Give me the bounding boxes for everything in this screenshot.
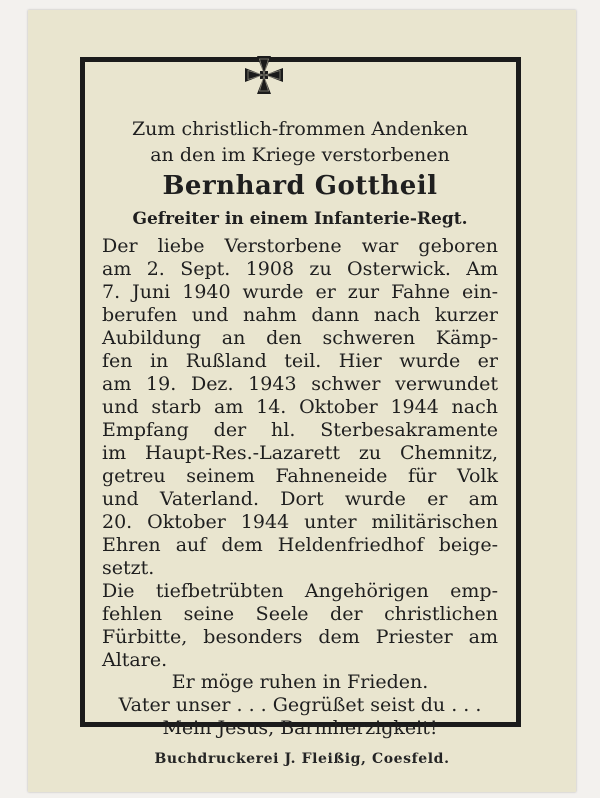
intro-line-2: an den im Kriege verstorbenen [150,144,450,166]
body-line: fen in Rußland teil. Hier wurde er [102,350,498,372]
body-line: am 19. Dez. 1943 schwer verwundet [102,373,498,395]
military-rank: Gefreiter in einem Infanterie-Regt. [132,209,468,229]
body-line: Der liebe Verstorbene war geboren [102,235,498,257]
body-line: 7. Juni 1940 wurde er zur Fahne ein- [102,281,498,303]
body-line: Ehren auf dem Heldenfriedhof beige- [102,534,498,556]
closing-prayer-3: Mein Jesus, Barmherzigkeit! [162,717,438,739]
intro-line-1: Zum christlich-frommen Andenken [131,118,469,140]
closing-prayer-2: Vater unser . . . Gegrüßet seist du . . . [118,694,482,716]
deceased-name: Bernhard Gottheil [162,171,438,201]
body-line: Fürbitte, besonders dem Priester am [102,626,498,648]
body-line: getreu seinem Fahneneide für Volk [102,465,498,487]
body-line: 20. Oktober 1944 unter militärischen [102,511,498,533]
body-line: berufen und nahm dann nach kurzer [102,304,498,326]
body-line: Empfang der hl. Sterbesakramente [102,419,498,441]
body-line: fehlen seine Seele der christlichen [102,603,498,625]
body-line: setzt. [102,557,155,579]
body-line: Die tiefbetrübten Angehörigen emp- [102,580,498,602]
body-line: Aubildung an den schweren Kämp- [102,327,498,349]
body-line: am 2. Sept. 1908 zu Osterwick. Am [102,258,498,280]
body-line: Altare. [102,649,168,671]
closing-prayer-1: Er möge ruhen in Frieden. [171,671,429,693]
iron-cross-icon [243,54,285,96]
body-line: und starb am 14. Oktober 1944 nach [102,396,498,418]
body-line: im Haupt-Res.-Lazarett zu Chemnitz, [102,442,498,464]
printer-imprint: Buchdruckerei J. Fleißig, Coesfeld. [154,751,450,767]
body-line: und Vaterland. Dort wurde er am [102,488,498,510]
